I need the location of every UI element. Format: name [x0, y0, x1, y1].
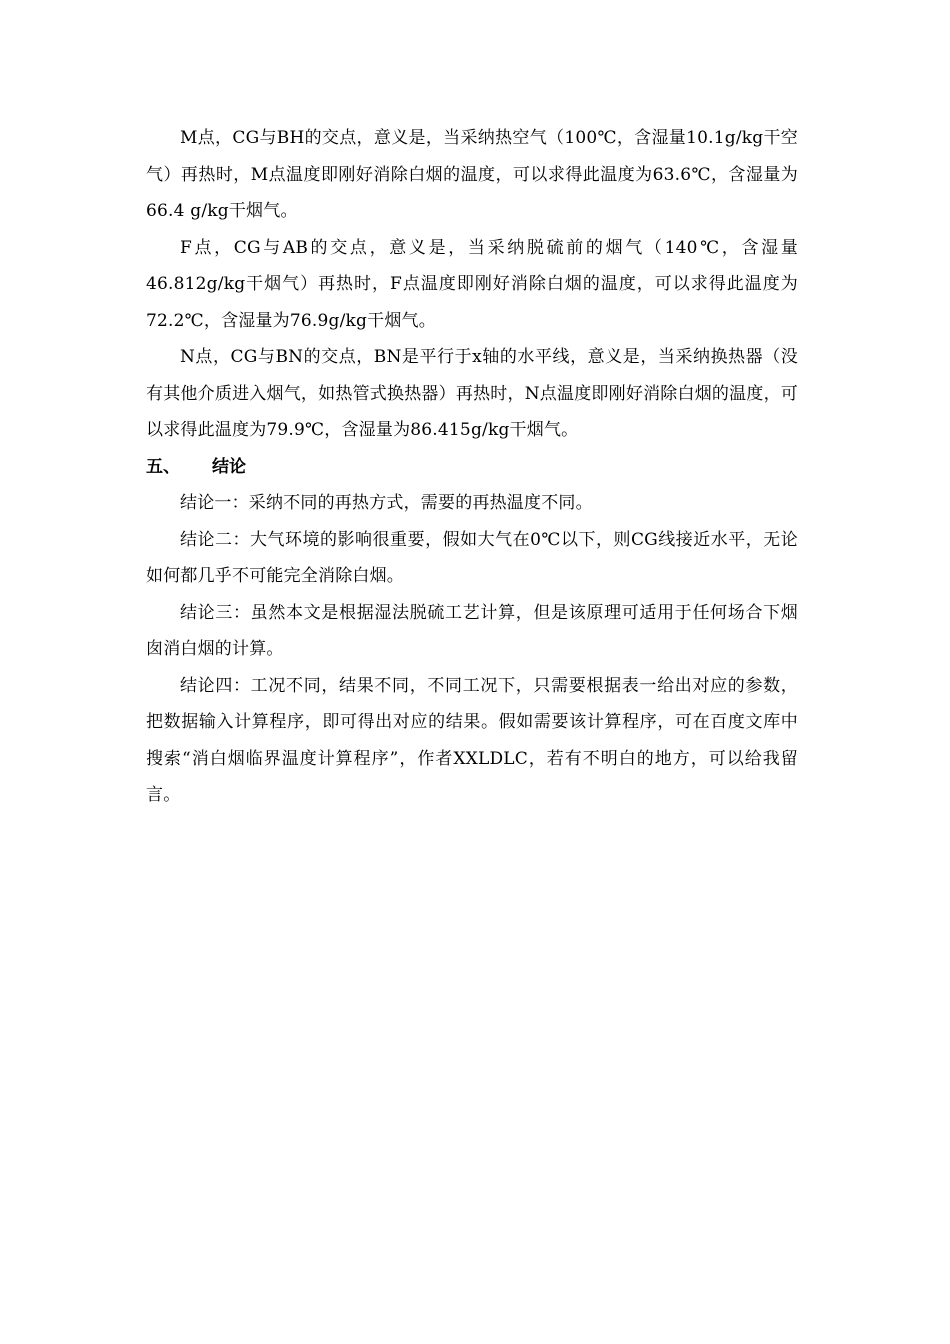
conclusion-three: 结论三：虽然本文是根据湿法脱硫工艺计算，但是该原理可适用于任何场合下烟囱消白烟的计算。: [146, 602, 798, 659]
conclusion-two: 结论二：大气环境的影响很重要，假如大气在0℃以下，则CG线接近水平，无论如何都几乎不可能完全消除白烟。: [146, 529, 798, 586]
section-number: 五、: [146, 456, 180, 477]
paragraph-point-f: F点，CG与AB的交点，意义是，当采纳脱硫前的烟气（140℃，含湿量46.812g/kg干烟气）再热时，F点温度即刚好消除白烟的温度，可以求得此温度为72.2℃，含湿量为76.9g/kg干烟气。: [146, 237, 798, 331]
conclusion-four: 结论四：工况不同，结果不同，不同工况下，只需要根据表一给出对应的参数，把数据输入计算程序，即可得出对应的结果。假如需要该计算程序，可在百度文库中搜索“消白烟临界温度计算程序”，作者XXLDLC，若有不明白的地方，可以给我留言。: [146, 675, 798, 805]
paragraph-point-n: N点，CG与BN的交点，BN是平行于x轴的水平线，意义是，当采纳换热器（没有其他介质进入烟气，如热管式换热器）再热时，N点温度即刚好消除白烟的温度，可以求得此温度为79.9℃，含湿量为86.415g/kg干烟气。: [146, 347, 798, 440]
document-page: [146, 120, 798, 814]
section-heading-conclusion: [146, 449, 798, 486]
paragraph-point-m: M点，CG与BH的交点，意义是，当采纳热空气（100℃，含湿量10.1g/kg干空气）再热时，M点温度即刚好消除白烟的温度，可以求得此温度为63.6℃，含湿量为66.4 g/kg干烟气。: [146, 128, 798, 221]
section-title: 结论: [212, 456, 246, 477]
conclusion-one: 结论一：采纳不同的再热方式，需要的再热温度不同。: [180, 493, 593, 513]
